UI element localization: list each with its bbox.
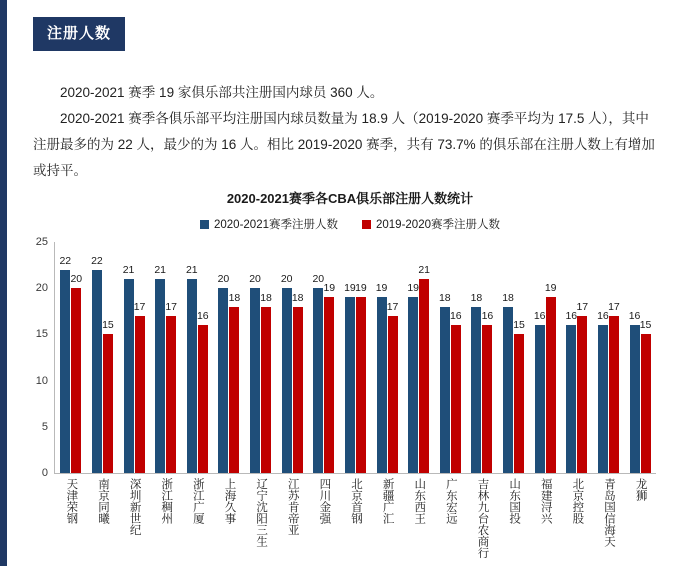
bar-series-1[interactable] bbox=[154, 263, 167, 473]
bar-series-1[interactable] bbox=[597, 310, 609, 473]
x-axis-label: 福建浔兴 bbox=[539, 478, 552, 524]
bar-value-label: 16 bbox=[533, 310, 546, 323]
bar-value-label: 22 bbox=[59, 254, 72, 267]
bar-value-label: 19 bbox=[344, 282, 356, 295]
legend-swatch-series-1 bbox=[200, 220, 209, 229]
bar-series-1[interactable] bbox=[59, 254, 72, 473]
bar-group bbox=[340, 242, 372, 473]
bar-value-label: 16 bbox=[196, 310, 209, 323]
bar-group bbox=[55, 242, 87, 473]
bar-value-label: 16 bbox=[628, 310, 641, 323]
bar-series-1[interactable] bbox=[344, 282, 356, 473]
y-tick-label: 10 bbox=[35, 374, 48, 387]
bar-series-2[interactable] bbox=[449, 310, 462, 473]
legend-swatch-series-2 bbox=[362, 220, 371, 229]
x-axis-label: 上海久事 bbox=[223, 478, 236, 524]
bar-series-1[interactable] bbox=[438, 291, 451, 473]
bar-series-1[interactable] bbox=[628, 310, 641, 473]
bar-value-label: 19 bbox=[544, 282, 557, 295]
bar-value-label: 19 bbox=[323, 282, 336, 295]
bar-groups bbox=[55, 242, 656, 473]
bar-value-label: 20 bbox=[249, 273, 261, 286]
chart-legend bbox=[20, 216, 680, 232]
bar-series-2[interactable] bbox=[513, 319, 525, 473]
y-tick-label: 15 bbox=[35, 328, 48, 341]
bar-value-label: 18 bbox=[291, 291, 304, 304]
x-axis-label: 北京控股 bbox=[571, 478, 584, 524]
legend-label-series-2: 2019-2020赛季注册人数 bbox=[376, 219, 500, 231]
bar-value-label: 19 bbox=[355, 282, 367, 295]
bar-series-2[interactable] bbox=[544, 282, 557, 473]
y-axis bbox=[20, 236, 54, 479]
x-axis-label: 四川金强 bbox=[318, 478, 331, 524]
bar-series-1[interactable] bbox=[249, 273, 261, 473]
bar-series-2[interactable] bbox=[228, 291, 241, 473]
bar-series-2[interactable] bbox=[576, 300, 589, 473]
x-axis-label: 北京首钢 bbox=[349, 478, 362, 524]
paragraph-2: 2020-2021 赛季各俱乐部平均注册国内球员数量为 18.9 人（2019-2020 赛季平均为 17.5 人），其中注册最多的为 22 人，最少的为 16 人。相比 2019-2020 赛季，共有 73.7% 的俱乐部在注册人数上有增加或持平。 bbox=[33, 111, 655, 178]
bar-group bbox=[593, 242, 625, 473]
bar-series-2[interactable] bbox=[386, 300, 399, 473]
bar-value-label: 21 bbox=[185, 263, 198, 276]
bar-value-label: 15 bbox=[639, 319, 652, 332]
bar-series-1[interactable] bbox=[565, 310, 578, 473]
x-axis-label: 天津荣钢 bbox=[65, 478, 78, 524]
bar-value-label: 19 bbox=[407, 282, 420, 295]
bar-group bbox=[245, 242, 277, 473]
y-tick-label: 25 bbox=[35, 236, 48, 248]
bar-series-1[interactable] bbox=[185, 263, 198, 473]
bar-group bbox=[498, 242, 530, 473]
bar-value-label: 15 bbox=[102, 319, 114, 332]
bar-value-label: 20 bbox=[312, 273, 325, 286]
bar-series-2[interactable] bbox=[196, 310, 209, 473]
bar-series-1[interactable] bbox=[312, 273, 325, 473]
bar-group bbox=[371, 242, 403, 473]
bar-group bbox=[466, 242, 498, 473]
bar-group bbox=[561, 242, 593, 473]
y-tick-label: 20 bbox=[35, 282, 48, 295]
bar-value-label: 18 bbox=[470, 291, 483, 304]
bar-value-label: 18 bbox=[260, 291, 272, 304]
x-axis-label: 广东宏远 bbox=[444, 478, 457, 524]
legend-item-series-1 bbox=[200, 216, 338, 232]
x-axis-label: 新疆广汇 bbox=[381, 478, 394, 524]
bar-value-label: 19 bbox=[375, 282, 388, 295]
left-accent-rail bbox=[0, 0, 7, 566]
x-axis-line bbox=[54, 473, 656, 474]
bar-series-1[interactable] bbox=[280, 273, 293, 473]
bar-group bbox=[87, 242, 119, 473]
x-axis-label: 南京同曦 bbox=[96, 478, 109, 524]
body-text bbox=[33, 80, 661, 184]
bar-value-label: 15 bbox=[513, 319, 525, 332]
bar-group bbox=[435, 242, 467, 473]
x-axis-label: 辽宁沈阳三生 bbox=[255, 478, 268, 547]
x-axis-label: 青岛国信海天 bbox=[602, 478, 615, 547]
x-axis-label: 深圳新世纪 bbox=[128, 478, 141, 536]
bar-series-2[interactable] bbox=[291, 291, 304, 473]
bar-value-label: 17 bbox=[608, 300, 620, 313]
y-tick-label: 5 bbox=[41, 420, 48, 433]
bar-series-1[interactable] bbox=[470, 291, 483, 473]
bar-value-label: 16 bbox=[597, 310, 609, 323]
bar-value-label: 20 bbox=[70, 273, 83, 286]
bar-series-1[interactable] bbox=[91, 254, 103, 473]
bar-series-1[interactable] bbox=[407, 282, 420, 473]
x-axis-labels bbox=[55, 478, 656, 559]
x-axis-label: 浙江稠州 bbox=[160, 478, 173, 524]
bar-value-label: 18 bbox=[502, 291, 514, 304]
bar-value-label: 20 bbox=[280, 273, 293, 286]
chart-title: 2020-2021赛季各CBA俱乐部注册人数统计 bbox=[226, 191, 474, 206]
bar-group bbox=[118, 242, 150, 473]
bar-group bbox=[308, 242, 340, 473]
bar-series-1[interactable] bbox=[533, 310, 546, 473]
bar-series-2[interactable] bbox=[70, 273, 83, 473]
paragraph-1: 2020-2021 赛季 19 家俱乐部共注册国内球员 360 人。 bbox=[60, 85, 384, 100]
legend-label-series-1: 2020-2021赛季注册人数 bbox=[214, 219, 338, 231]
x-axis-label: 江苏肯帝亚 bbox=[286, 478, 299, 536]
bar-group bbox=[624, 242, 656, 473]
bar-series-1[interactable] bbox=[375, 282, 388, 473]
bar-group bbox=[276, 242, 308, 473]
bar-value-label: 17 bbox=[165, 300, 178, 313]
bar-value-label: 21 bbox=[154, 263, 167, 276]
bar-group bbox=[403, 242, 435, 473]
x-axis-label: 吉林九台农商行 bbox=[476, 478, 489, 559]
bar-series-2[interactable] bbox=[260, 291, 272, 473]
bar-value-label: 17 bbox=[576, 300, 589, 313]
bar-series-2[interactable] bbox=[323, 282, 336, 473]
bar-value-label: 21 bbox=[418, 263, 431, 276]
bar-group bbox=[529, 242, 561, 473]
bar-series-2[interactable] bbox=[165, 300, 178, 473]
legend-item-series-2 bbox=[362, 216, 500, 232]
bar-value-label: 18 bbox=[438, 291, 451, 304]
bar-value-label: 16 bbox=[565, 310, 578, 323]
bar-value-label: 22 bbox=[91, 254, 103, 267]
bar-series-2[interactable] bbox=[418, 263, 431, 473]
section-heading: 注册人数 bbox=[33, 17, 125, 51]
bar-group bbox=[182, 242, 214, 473]
x-axis-label: 浙江广厦 bbox=[191, 478, 204, 524]
bar-series-1[interactable] bbox=[122, 263, 135, 473]
bar-series-2[interactable] bbox=[481, 310, 494, 473]
bar-series-2[interactable] bbox=[133, 300, 146, 473]
bar-group bbox=[213, 242, 245, 473]
bar-series-2[interactable] bbox=[355, 282, 367, 473]
bar-series-2[interactable] bbox=[608, 300, 620, 473]
bar-series-2[interactable] bbox=[102, 319, 114, 473]
x-axis-label: 山东西王 bbox=[413, 478, 426, 524]
bar-value-label: 17 bbox=[133, 300, 146, 313]
bar-series-1[interactable] bbox=[502, 291, 514, 473]
chart-plot-area bbox=[20, 236, 680, 559]
y-tick-label: 0 bbox=[41, 467, 48, 479]
bar-value-label: 17 bbox=[386, 300, 399, 313]
bar-value-label: 18 bbox=[228, 291, 241, 304]
bar-group bbox=[150, 242, 182, 473]
bar-series-1[interactable] bbox=[217, 273, 230, 473]
bar-series-2[interactable] bbox=[639, 319, 652, 473]
bar-value-label: 21 bbox=[122, 263, 135, 276]
chart-container bbox=[20, 186, 680, 559]
bar-value-label: 16 bbox=[449, 310, 462, 323]
bar-value-label: 16 bbox=[481, 310, 494, 323]
x-axis-label: 山东国投 bbox=[508, 478, 521, 524]
x-axis-label: 龙狮 bbox=[634, 478, 647, 501]
bar-value-label: 20 bbox=[217, 273, 230, 286]
